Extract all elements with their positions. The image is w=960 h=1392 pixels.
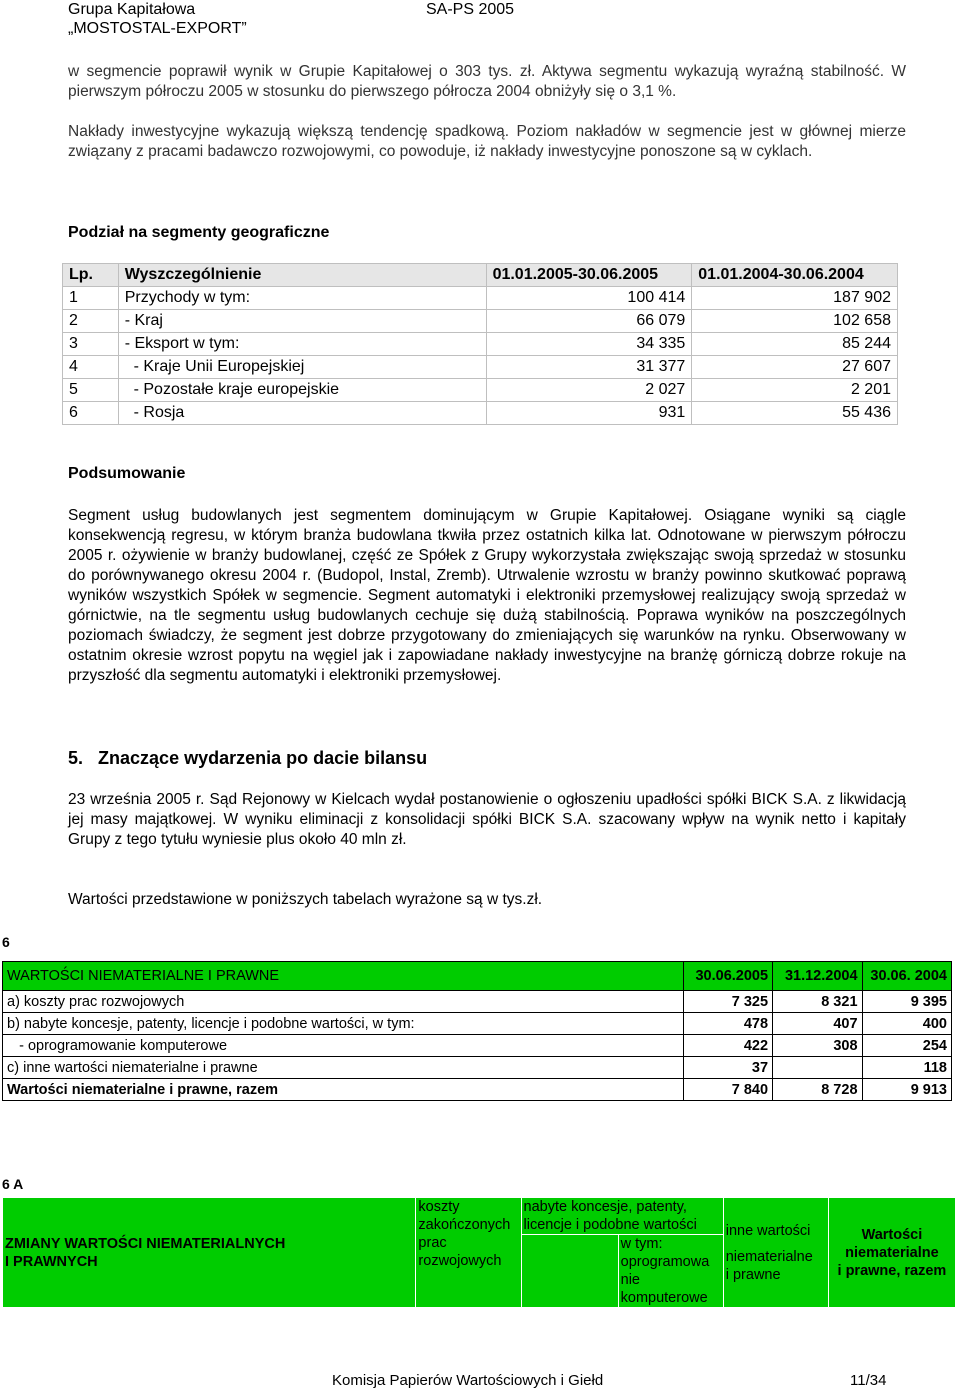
col-lp: Lp. xyxy=(63,264,119,287)
table-header-row xyxy=(63,264,898,287)
cell-lp: 1 xyxy=(63,287,119,310)
cell-lp: 3 xyxy=(63,333,119,356)
cell-value: 8 321 xyxy=(773,991,862,1013)
cell-value: 8 728 xyxy=(773,1079,862,1101)
cell-value: 118 xyxy=(862,1057,951,1079)
cell-value xyxy=(773,1057,862,1079)
cell-value-2004: 2 201 xyxy=(692,379,898,402)
col-item: WARTOŚCI NIEMATERIALNE I PRAWNE xyxy=(3,962,684,991)
zm-col-total xyxy=(828,1198,955,1308)
cell-description: - Kraj xyxy=(118,310,486,333)
zm-title xyxy=(3,1198,416,1308)
header-company-line1: Grupa Kapitałowa xyxy=(68,1,196,18)
footer-page-number: 11/34 xyxy=(850,1372,887,1389)
paragraph-investment: Nakłady inwestycyjne wykazują większą tendencję spadkową. Poziom nakładów w segmencie jest w głównej mierze związany z pracami badawczo rozwojowymi, co powoduje, iż nakłady inwestycyjne ponoszone są w cyklach. xyxy=(68,123,906,160)
zm-col-total-line1: Wartości xyxy=(861,1226,923,1243)
cell-value: 254 xyxy=(862,1035,951,1057)
cell-value: 478 xyxy=(683,1013,772,1035)
zm-col-development xyxy=(416,1198,521,1308)
cell-value-2005: 931 xyxy=(486,402,692,425)
cell-value: 9 913 xyxy=(862,1079,951,1101)
cell-description: - Rosja xyxy=(118,402,486,425)
table-label-6a: 6 A xyxy=(2,1176,24,1192)
zm-col-licences-line1: nabyte koncesje, patenty, xyxy=(523,1199,687,1215)
table-row xyxy=(63,333,898,356)
cell-lp: 2 xyxy=(63,310,119,333)
table-row xyxy=(63,310,898,333)
cell-value-2005: 31 377 xyxy=(486,356,692,379)
cell-item: a) koszty prac rozwojowych xyxy=(3,991,684,1013)
header-report: SA-PS 2005 xyxy=(426,1,515,18)
cell-value-2004: 27 607 xyxy=(692,356,898,379)
cell-value: 407 xyxy=(773,1013,862,1035)
events-heading-title: Znaczące wydarzenia po dacie bilansu xyxy=(98,748,428,768)
cell-lp: 5 xyxy=(63,379,119,402)
intangibles-changes-table xyxy=(2,1197,956,1308)
intangibles-table xyxy=(2,961,952,1101)
table-row xyxy=(3,1013,952,1035)
cell-lp: 6 xyxy=(63,402,119,425)
col-period-2005: 01.01.2005-30.06.2005 xyxy=(486,264,692,287)
cell-item: c) inne wartości niematerialne i prawne xyxy=(3,1057,684,1079)
zm-col-licences-line2: licencje i podobne wartości xyxy=(523,1217,697,1233)
table-row xyxy=(63,287,898,310)
summary-text: Segment usług budowlanych jest segmentem dominującym w Grupie Kapitałowej. Osiągane wyniki są ciągle konsekwencją regresu, w którym branża budowlana tkwiła przez ostatnich kilka lat. Odnotowane w pierwszym półroczu 2005 r. ożywienie w branży budowlanej, część ze Spółek z Grupy wykorzystała zwiększając swoją sprzedaż w stosunku do porównywanego okresu 2004 r. (Budopol, Instal, Zremb). Utrwalenie wzrostu w branży powinno skutkować poprawą wyników wszystkich Spółek w segmencie. Segment automatyki i elektroniki przemysłowej realizujący swoją sprzedaż w górnictwie, na tle segmentu usług budowlanych cechuje się dużą stabilnością. Poprawa wyników na poszczególnych poziomach świadczy, że segment jest dobrze przygotowany do zmieniających się warunków na rynku. Obserwowany w ostatnim okresie wzrost popytu na węgiel jak i zapowiadane nakłady inwestycyjne na branżę górniczą dobrze rokuje na przyszłość dla segmentu automatyki i elektroniki przemysłowej. xyxy=(68,507,906,684)
header-company xyxy=(68,0,247,38)
zm-title-line2: I PRAWNYCH xyxy=(5,1253,98,1270)
zm-col-software-line4: komputerowe xyxy=(620,1290,708,1306)
table-row xyxy=(3,1035,952,1057)
cell-value: 37 xyxy=(683,1057,772,1079)
cell-description: - Eksport w tym: xyxy=(118,333,486,356)
cell-item: b) nabyte koncesje, patenty, licencje i podobne wartości, w tym: xyxy=(3,1013,684,1035)
cell-value-2004: 102 658 xyxy=(692,310,898,333)
cell-item: - oprogramowanie komputerowe xyxy=(3,1035,684,1057)
cell-value-2004: 85 244 xyxy=(692,333,898,356)
cell-value-2004: 187 902 xyxy=(692,287,898,310)
zm-col-development-line1: koszty xyxy=(418,1199,460,1215)
zm-title-line1: ZMIANY WARTOŚCI NIEMATERIALNYCH xyxy=(5,1235,286,1252)
table-row xyxy=(3,991,952,1013)
events-text: 23 września 2005 r. Sąd Rejonowy w Kielcach wydał postanowienie o ogłoszeniu upadłości spółki BICK S.A. z likwidacją jej masy majątkowej. W wyniku eliminacji z konsolidacji spółki BICK S.A. szacowany wpływ na wynik netto i kapitały Grupy z tego tytułu wyniesie plus około 40 mln zł. xyxy=(68,791,906,848)
table-label-6: 6 xyxy=(2,934,10,950)
zm-col-other-line2: niematerialne xyxy=(725,1248,813,1265)
col-2005-06: 30.06.2005 xyxy=(683,962,772,991)
table-row xyxy=(63,402,898,425)
summary-heading: Podsumowanie xyxy=(68,465,186,482)
cell-value: 7 840 xyxy=(683,1079,772,1101)
events-heading-number: 5. xyxy=(68,748,84,768)
footer-publisher: Komisja Papierów Wartościowych i Giełd xyxy=(332,1372,604,1389)
cell-value: 308 xyxy=(773,1035,862,1057)
cell-value-2005: 66 079 xyxy=(486,310,692,333)
zm-col-total-line3: i prawne, razem xyxy=(837,1262,947,1279)
col-description: Wyszczególnienie xyxy=(118,264,486,287)
table-header-row xyxy=(3,1198,956,1235)
zm-col-development-line3: prac xyxy=(418,1235,447,1251)
units-note: Wartości przedstawione w poniższych tabelach wyrażone są w tys.zł. xyxy=(68,891,543,908)
zm-col-software-line3: nie xyxy=(620,1272,640,1288)
cell-value: 422 xyxy=(683,1035,772,1057)
events-heading xyxy=(68,748,427,769)
zm-col-development-line2: zakończonych xyxy=(418,1217,511,1233)
cell-value: 7 325 xyxy=(683,991,772,1013)
zm-col-licences-spacer xyxy=(521,1235,618,1308)
cell-value: 400 xyxy=(862,1013,951,1035)
geo-heading: Podział na segmenty geograficzne xyxy=(68,224,330,241)
zm-col-other-line1: inne wartości xyxy=(725,1222,811,1239)
cell-description: - Pozostałe kraje europejskie xyxy=(118,379,486,402)
col-period-2004: 01.01.2004-30.06.2004 xyxy=(692,264,898,287)
table-row xyxy=(63,356,898,379)
table-row xyxy=(3,1079,952,1101)
table-row xyxy=(3,1057,952,1079)
header-company-line2: „MOSTOSTAL-EXPORT” xyxy=(68,20,247,37)
zm-col-software-line2: oprogramowa xyxy=(620,1254,710,1270)
cell-value-2005: 34 335 xyxy=(486,333,692,356)
cell-value-2004: 55 436 xyxy=(692,402,898,425)
paragraph-segment-result: w segmencie poprawił wynik w Grupie Kapitałowej o 303 tys. zł. Aktywa segmentu wykazują wyraźną stabilność. W pierwszym półroczu 2005 w stosunku do pierwszego półrocza 2004 obniżyły się o 3,1 %. xyxy=(68,63,906,100)
cell-description: Przychody w tym: xyxy=(118,287,486,310)
cell-value-2005: 100 414 xyxy=(486,287,692,310)
cell-lp: 4 xyxy=(63,356,119,379)
zm-col-other-line3: i prawne xyxy=(725,1266,781,1283)
zm-col-other xyxy=(723,1198,828,1308)
cell-value-2005: 2 027 xyxy=(486,379,692,402)
zm-col-licences xyxy=(521,1198,723,1235)
cell-item: Wartości niematerialne i prawne, razem xyxy=(3,1079,684,1101)
geo-segments-table xyxy=(62,263,898,425)
col-2004-12: 31.12.2004 xyxy=(773,962,862,991)
cell-description: - Kraje Unii Europejskiej xyxy=(118,356,486,379)
cell-value: 9 395 xyxy=(862,991,951,1013)
zm-col-software-line1: w tym: xyxy=(620,1236,663,1252)
zm-col-software xyxy=(618,1235,723,1308)
table-header-row xyxy=(3,962,952,991)
zm-col-total-line2: niematerialne xyxy=(845,1244,939,1261)
col-2004-06: 30.06. 2004 xyxy=(862,962,951,991)
table-row xyxy=(63,379,898,402)
zm-col-development-line4: rozwojowych xyxy=(418,1253,502,1269)
